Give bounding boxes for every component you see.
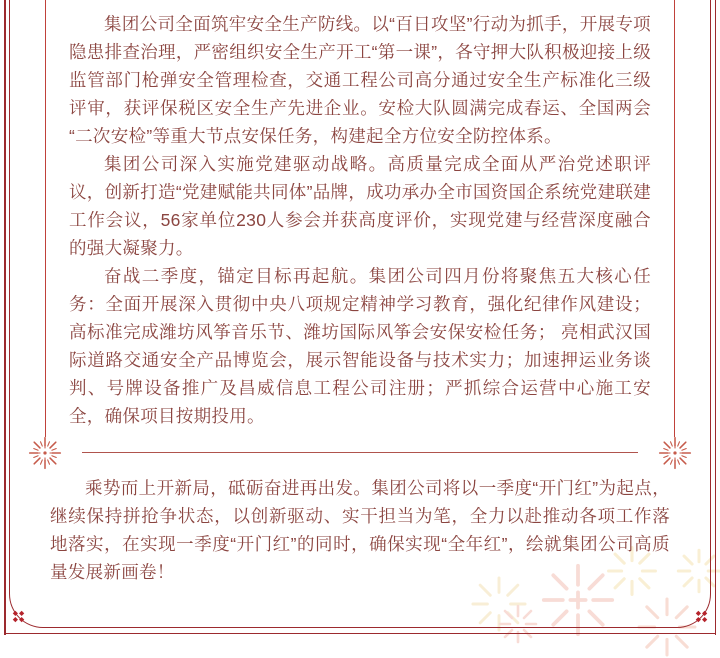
section-divider-line — [82, 452, 638, 453]
paragraph-party-building: 集团公司深入实施党建驱动战略。高质量完成全面从严治党述职评议，创新打造“党建赋能共同体”品牌，成功承办全市国资国企系统党建联建工作会议，56家单位230人参会并获高度评价，实现党建与经营深度融合的强大凝聚力。 — [69, 154, 651, 258]
page-frame-left-line — [4, 0, 6, 635]
closing-section — [50, 474, 670, 586]
page-frame-right-line — [715, 0, 717, 635]
content-box-text — [46, 0, 674, 430]
page-frame-bottom-line — [4, 633, 716, 635]
clover-icon — [12, 610, 25, 623]
firework-burst-icon — [657, 435, 693, 471]
content-box — [45, 0, 675, 437]
paragraph-safety: 集团公司全面筑牢安全生产防线。以“百日攻坚”行动为抓手，开展专项隐患排查治理，严密组织安全生产开工“第一课”，各守押大队积极迎接上级监管部门枪弹安全管理检查，交通工程公司高分通过安全生产标准化三级评审，获评保税区安全生产先进企业。安检大队圆满完成春运、全国两会“二次安检”等重大节点安保任务，构建起全方位安全防控体系。 — [69, 14, 651, 146]
paragraph-q2-tasks: 奋战二季度，锚定目标再起航。集团公司四月份将聚焦五大核心任务：全面开展深入贯彻中央八项规定精神学习教育，强化纪律作风建设；高标准完成潍坊风筝音乐节、潍坊国际风筝会安保安检任务； 亮相武汉国际道路交通安全产品博览会，展示智能设备与技术实力；加速押运业务谈判、号牌设备推广及昌威信息工程公司注册；严抓综合运营中心施工安全，确保项目按期投用。 — [69, 266, 651, 426]
firework-burst-icon — [27, 435, 63, 471]
clover-icon — [695, 610, 708, 623]
paragraph-closing: 乘势而上开新局，砥砺奋进再出发。集团公司将以一季度“开门红”为起点，继续保持拼抢争状态，以创新驱动、实干担当为笔，全力以赴推动各项工作落地落实，在实现一季度“开门红”的同时，确保实现“全年红”，绘就集团公司高质量发展新画卷！ — [50, 478, 670, 582]
